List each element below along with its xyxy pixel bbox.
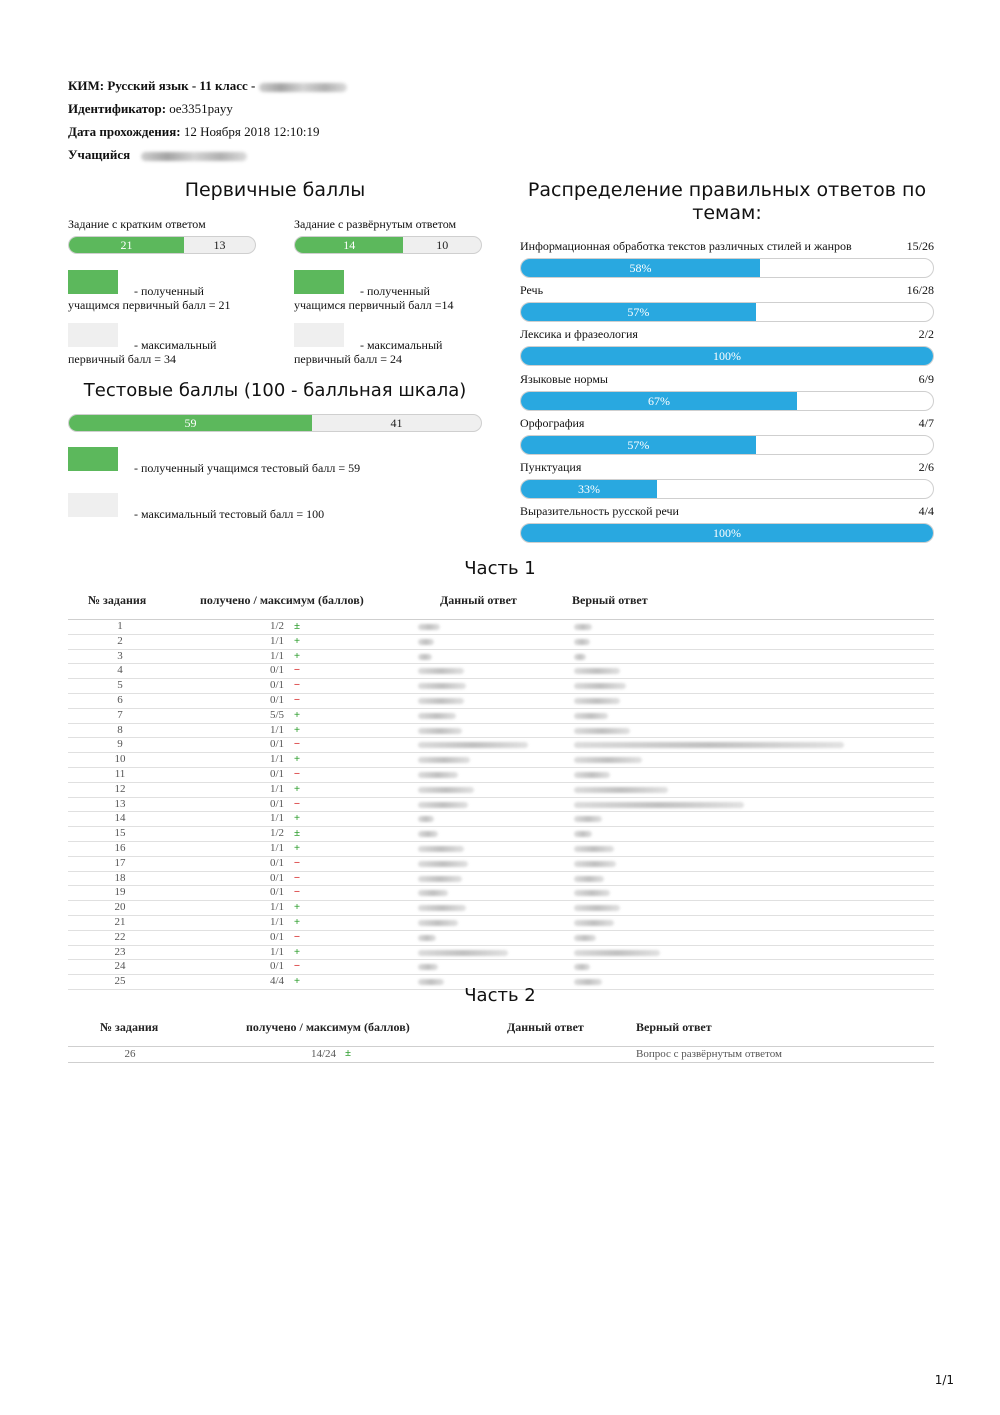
wrong-mark-icon: − bbox=[293, 797, 301, 810]
task-score: 0/1 bbox=[269, 960, 284, 973]
part1-col-num: № задания bbox=[88, 593, 147, 607]
legend-green-swatch bbox=[68, 447, 118, 471]
legend-grey-swatch bbox=[68, 493, 118, 517]
short-legend-max: - максимальный первичный балл = 34 bbox=[68, 338, 217, 366]
task-score: 0/1 bbox=[269, 930, 284, 943]
partial-mark-icon: ± bbox=[293, 620, 301, 632]
task-correct-answer: Вопрос с развёрнутым ответом bbox=[636, 1048, 782, 1060]
redacted-correct-answer bbox=[574, 950, 660, 956]
redacted-given-answer bbox=[418, 713, 456, 719]
task-number: 9 bbox=[117, 738, 123, 751]
task-number: 1 bbox=[117, 620, 123, 632]
short-answer-rest: 13 bbox=[213, 238, 226, 252]
part2-col-score: получено / максимум (баллов) bbox=[246, 1020, 410, 1034]
table-row bbox=[68, 1047, 934, 1063]
table-row bbox=[68, 842, 934, 857]
redacted-given-answer bbox=[418, 950, 508, 956]
redacted-correct-answer bbox=[574, 816, 602, 822]
task-score: 1/1 bbox=[269, 812, 284, 825]
redacted-given-answer bbox=[418, 639, 434, 645]
redacted-correct-answer bbox=[574, 639, 590, 645]
topic-progress-bar bbox=[520, 346, 934, 366]
part1-col-score: получено / максимум (баллов) bbox=[200, 593, 364, 607]
long-legend-max: - максимальный первичный балл = 24 bbox=[294, 338, 443, 366]
table-row bbox=[68, 650, 934, 665]
task-number: 10 bbox=[114, 753, 126, 766]
task-score: 1/1 bbox=[269, 782, 284, 795]
topic-progress-bar bbox=[520, 302, 934, 322]
table-row bbox=[68, 901, 934, 916]
redacted-given-answer bbox=[418, 757, 470, 763]
table-row bbox=[68, 768, 934, 783]
redacted-correct-answer bbox=[574, 728, 630, 734]
table-row bbox=[68, 916, 934, 931]
task-number: 18 bbox=[114, 871, 126, 884]
topic-progress-fill: 57% bbox=[521, 303, 756, 321]
topic-progress-fill: 33% bbox=[521, 480, 657, 498]
short-legend-got: - полученный учащимся первичный балл = 21 bbox=[68, 284, 231, 312]
part2-title: Часть 2 bbox=[464, 985, 536, 1006]
partial-mark-icon: ± bbox=[293, 827, 301, 840]
student-label: Учащийся bbox=[68, 147, 131, 162]
id-value: oe3351payy bbox=[169, 101, 233, 116]
table-row bbox=[68, 753, 934, 768]
topic-count: 15/26 bbox=[906, 239, 934, 253]
primary-title: Первичные баллы bbox=[184, 179, 366, 201]
topic-count: 6/9 bbox=[918, 371, 934, 386]
id-line bbox=[68, 101, 233, 117]
task-score: 0/1 bbox=[269, 886, 284, 899]
short-answer-got: 21 bbox=[69, 237, 184, 253]
task-score: 1/1 bbox=[269, 753, 284, 766]
redacted-correct-answer bbox=[574, 964, 590, 970]
table-row bbox=[68, 872, 934, 887]
page-number: 1/1 bbox=[934, 1373, 954, 1387]
topic-progress-fill: 67% bbox=[521, 392, 797, 410]
topic-progress-fill: 57% bbox=[521, 436, 756, 454]
redacted-given-answer bbox=[418, 772, 458, 778]
task-score: 1/2 bbox=[269, 827, 284, 840]
redacted-given-answer bbox=[418, 624, 440, 630]
topic-label: Речь bbox=[520, 283, 544, 298]
topic-progress-bar bbox=[520, 523, 934, 543]
topic-count: 16/28 bbox=[906, 283, 934, 298]
redacted-correct-answer bbox=[574, 890, 610, 896]
redacted-correct-answer bbox=[574, 787, 668, 793]
student-line bbox=[68, 147, 247, 163]
task-number: 14 bbox=[114, 812, 126, 825]
topic-label: Орфография bbox=[520, 415, 585, 430]
task-number: 16 bbox=[114, 841, 126, 854]
topic-progress-fill: 58% bbox=[521, 259, 760, 277]
task-number: 7 bbox=[117, 708, 123, 721]
task-score: 14/24 bbox=[310, 1048, 336, 1060]
task-number: 15 bbox=[114, 827, 126, 840]
short-answer-bar bbox=[68, 236, 256, 254]
table-row bbox=[68, 798, 934, 813]
correct-mark-icon: + bbox=[293, 753, 301, 766]
topic-progress-fill: 100% bbox=[521, 524, 933, 542]
redacted-given-answer bbox=[418, 905, 466, 911]
redacted-correct-answer bbox=[574, 668, 620, 674]
part2-table bbox=[68, 1046, 934, 1063]
redacted-correct-answer bbox=[574, 757, 642, 763]
topic-label: Языковые нормы bbox=[520, 371, 608, 386]
correct-mark-icon: + bbox=[293, 901, 301, 914]
task-number: 23 bbox=[114, 945, 126, 958]
table-row bbox=[68, 827, 934, 842]
topics-title: Распределение правильных ответов по темам: bbox=[527, 179, 927, 224]
long-legend-got: - полученный учащимся первичный балл =14 bbox=[294, 284, 454, 312]
redacted-given-answer bbox=[418, 802, 468, 808]
redacted-correct-answer bbox=[574, 742, 844, 748]
redacted-correct-answer bbox=[574, 935, 596, 941]
redacted-given-answer bbox=[418, 831, 438, 837]
long-answer-rest: 10 bbox=[436, 238, 449, 252]
part1-title: Часть 1 bbox=[464, 558, 536, 579]
topic-progress-bar bbox=[520, 435, 934, 455]
redacted-given-answer bbox=[418, 890, 448, 896]
redacted-given-answer bbox=[418, 846, 464, 852]
wrong-mark-icon: − bbox=[293, 738, 301, 751]
task-score: 0/1 bbox=[269, 738, 284, 751]
topic-count: 4/4 bbox=[918, 504, 934, 519]
task-score: 0/1 bbox=[269, 797, 284, 810]
task-score: 1/1 bbox=[269, 841, 284, 854]
date-line bbox=[68, 124, 320, 140]
task-score: 1/1 bbox=[269, 634, 284, 647]
table-row bbox=[68, 886, 934, 901]
topic-progress-bar bbox=[520, 391, 934, 411]
table-row bbox=[68, 857, 934, 872]
table-row bbox=[68, 620, 934, 635]
wrong-mark-icon: − bbox=[293, 960, 301, 973]
test-score-bar bbox=[68, 414, 482, 432]
wrong-mark-icon: − bbox=[293, 886, 301, 899]
task-score: 1/1 bbox=[269, 649, 284, 662]
task-score: 0/1 bbox=[269, 856, 284, 869]
redacted-given-answer bbox=[418, 935, 436, 941]
long-answer-bar bbox=[294, 236, 482, 254]
correct-mark-icon: + bbox=[293, 975, 301, 988]
task-score: 1/1 bbox=[269, 723, 284, 736]
table-row bbox=[68, 709, 934, 724]
topic-label: Лексика и фразеология bbox=[520, 327, 638, 342]
task-score: 0/1 bbox=[269, 871, 284, 884]
test-legend-max: - максимальный тестовый балл = 100 bbox=[134, 507, 325, 521]
redacted-given-answer bbox=[418, 861, 468, 867]
redacted-given-answer bbox=[418, 964, 438, 970]
correct-mark-icon: + bbox=[293, 915, 301, 928]
redacted-correct-answer bbox=[574, 861, 616, 867]
part2-col-given: Данный ответ bbox=[507, 1020, 584, 1034]
topic-count: 2/2 bbox=[918, 327, 934, 342]
correct-mark-icon: + bbox=[293, 841, 301, 854]
topic-count: 4/7 bbox=[918, 415, 934, 430]
redacted-given-answer bbox=[418, 920, 458, 926]
task-number: 5 bbox=[117, 679, 123, 692]
date-value: 12 Ноября 2018 12:10:19 bbox=[183, 124, 320, 139]
redacted-given-answer bbox=[418, 668, 464, 674]
short-answer-label: Задание с кратким ответом bbox=[68, 217, 206, 231]
redacted-given-answer bbox=[418, 816, 434, 822]
task-number: 2 bbox=[117, 634, 123, 647]
part2-col-num: № задания bbox=[100, 1020, 159, 1034]
redacted-correct-answer bbox=[574, 905, 620, 911]
redacted-correct-answer bbox=[574, 772, 610, 778]
kim-value: Русский язык - 11 класс - bbox=[107, 78, 256, 93]
redacted-correct-answer bbox=[574, 713, 608, 719]
task-number: 12 bbox=[114, 782, 126, 795]
task-score: 0/1 bbox=[269, 679, 284, 692]
task-number: 22 bbox=[114, 930, 126, 943]
table-row bbox=[68, 812, 934, 827]
redacted-kim-name bbox=[259, 83, 347, 92]
redacted-correct-answer bbox=[574, 831, 592, 837]
part1-col-correct: Верный ответ bbox=[572, 593, 648, 607]
topic-label: Пунктуация bbox=[520, 460, 582, 474]
topic-count: 2/6 bbox=[918, 460, 934, 474]
kim-label: КИМ: bbox=[68, 78, 105, 93]
wrong-mark-icon: − bbox=[293, 767, 301, 780]
topic-progress-bar bbox=[520, 479, 934, 499]
task-number: 8 bbox=[117, 723, 123, 736]
kim-line bbox=[68, 78, 347, 94]
correct-mark-icon: + bbox=[293, 945, 301, 958]
test-title: Тестовые баллы (100 - балльная шкала) bbox=[83, 380, 467, 401]
task-score: 1/1 bbox=[269, 901, 284, 914]
redacted-correct-answer bbox=[574, 920, 614, 926]
redacted-given-answer bbox=[418, 698, 464, 704]
task-score: 1/1 bbox=[269, 945, 284, 958]
wrong-mark-icon: − bbox=[293, 930, 301, 943]
wrong-mark-icon: − bbox=[293, 679, 301, 692]
task-score: 0/1 bbox=[269, 767, 284, 780]
task-number: 19 bbox=[114, 886, 126, 899]
redacted-correct-answer bbox=[574, 846, 614, 852]
table-row bbox=[68, 635, 934, 650]
redacted-given-answer bbox=[418, 683, 466, 689]
redacted-given-answer bbox=[418, 654, 432, 660]
table-row bbox=[68, 946, 934, 961]
task-number: 25 bbox=[114, 975, 126, 988]
long-answer-got: 14 bbox=[295, 237, 403, 253]
task-number: 26 bbox=[124, 1048, 136, 1060]
task-number: 24 bbox=[114, 960, 126, 973]
wrong-mark-icon: − bbox=[293, 856, 301, 869]
task-score: 5/5 bbox=[269, 708, 284, 721]
task-number: 11 bbox=[114, 767, 126, 780]
partial-mark-icon: ± bbox=[344, 1047, 352, 1059]
test-score-got: 59 bbox=[69, 415, 312, 431]
task-number: 6 bbox=[117, 693, 123, 706]
correct-mark-icon: + bbox=[293, 649, 301, 662]
topic-label: Информационная обработка текстов различных стилей и жанров bbox=[520, 239, 852, 253]
date-label: Дата прохождения: bbox=[68, 124, 181, 139]
table-row bbox=[68, 664, 934, 679]
correct-mark-icon: + bbox=[293, 634, 301, 647]
redacted-correct-answer bbox=[574, 683, 626, 689]
redacted-correct-answer bbox=[574, 802, 744, 808]
table-row bbox=[68, 694, 934, 709]
part2-col-correct: Верный ответ bbox=[636, 1020, 712, 1034]
table-row bbox=[68, 960, 934, 975]
task-score: 4/4 bbox=[269, 975, 284, 988]
correct-mark-icon: + bbox=[293, 723, 301, 736]
part1-table bbox=[68, 619, 934, 990]
table-row bbox=[68, 783, 934, 798]
task-score: 1/2 bbox=[269, 620, 284, 632]
redacted-correct-answer bbox=[574, 624, 592, 630]
redacted-correct-answer bbox=[574, 698, 620, 704]
task-number: 21 bbox=[114, 915, 126, 928]
task-number: 13 bbox=[114, 797, 126, 810]
redacted-given-answer bbox=[418, 742, 528, 748]
redacted-given-answer bbox=[418, 728, 462, 734]
task-number: 4 bbox=[117, 664, 123, 677]
id-label: Идентификатор: bbox=[68, 101, 167, 116]
task-score: 0/1 bbox=[269, 664, 284, 677]
part1-col-given: Данный ответ bbox=[440, 593, 517, 607]
task-score: 0/1 bbox=[269, 693, 284, 706]
table-row bbox=[68, 738, 934, 753]
redacted-correct-answer bbox=[574, 876, 604, 882]
task-score: 1/1 bbox=[269, 915, 284, 928]
table-row bbox=[68, 679, 934, 694]
table-row bbox=[68, 724, 934, 739]
wrong-mark-icon: − bbox=[293, 664, 301, 677]
redacted-given-answer bbox=[418, 876, 462, 882]
redacted-correct-answer bbox=[574, 654, 586, 660]
test-legend-got: - полученный учащимся тестовый балл = 59 bbox=[134, 461, 361, 475]
correct-mark-icon: + bbox=[293, 708, 301, 721]
topic-progress-bar bbox=[520, 258, 934, 278]
redacted-student-name bbox=[141, 152, 247, 161]
table-row bbox=[68, 931, 934, 946]
topic-progress-fill: 100% bbox=[521, 347, 933, 365]
test-score-rest: 41 bbox=[390, 416, 403, 430]
correct-mark-icon: + bbox=[293, 782, 301, 795]
correct-mark-icon: + bbox=[293, 812, 301, 825]
task-number: 20 bbox=[114, 901, 126, 914]
redacted-given-answer bbox=[418, 787, 474, 793]
wrong-mark-icon: − bbox=[293, 693, 301, 706]
topic-label: Выразительность русской речи bbox=[520, 504, 679, 519]
task-number: 17 bbox=[114, 856, 126, 869]
task-number: 3 bbox=[117, 649, 123, 662]
wrong-mark-icon: − bbox=[293, 871, 301, 884]
long-answer-label: Задание с развёрнутым ответом bbox=[294, 217, 457, 231]
